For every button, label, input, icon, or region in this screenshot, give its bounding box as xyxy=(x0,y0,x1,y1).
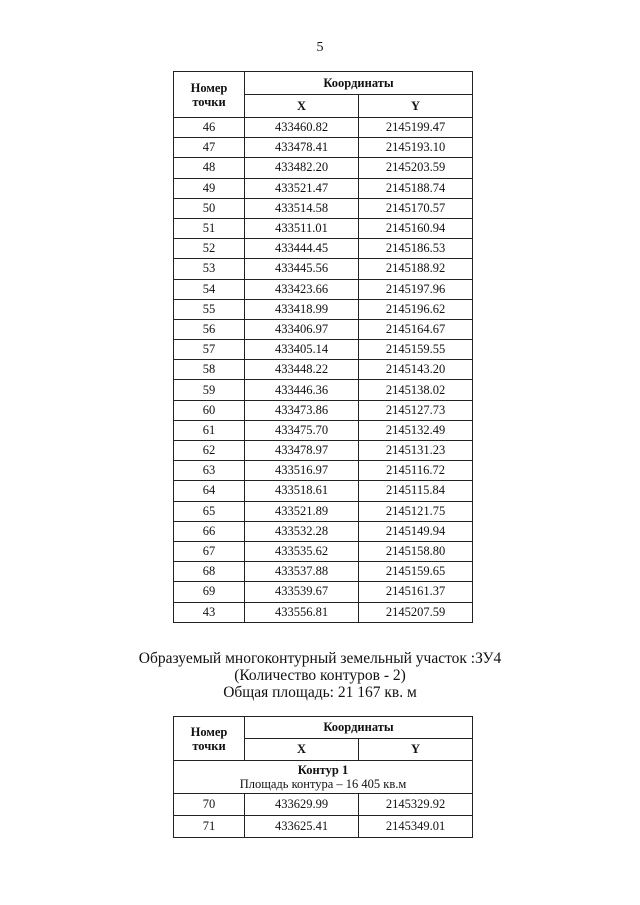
x-coordinate-cell: 433518.61 xyxy=(245,481,359,501)
point-number-cell: 52 xyxy=(174,239,245,259)
x-coordinate-cell: 433446.36 xyxy=(245,380,359,400)
x-coordinate-cell: 433445.56 xyxy=(245,259,359,279)
point-number-cell: 53 xyxy=(174,259,245,279)
x-coordinate-cell: 433532.28 xyxy=(245,521,359,541)
y-coordinate-cell: 2145196.62 xyxy=(359,299,473,319)
table-row xyxy=(174,178,473,198)
coordinates-header: Координаты xyxy=(245,717,473,739)
x-coordinate-cell: 433478.41 xyxy=(245,138,359,158)
y-coordinate-cell: 2145131.23 xyxy=(359,441,473,461)
coordinates-table-1 xyxy=(173,71,473,623)
table-row xyxy=(174,794,473,816)
page-number: 5 xyxy=(316,40,324,55)
point-number-cell: 48 xyxy=(174,158,245,178)
y-coordinate-cell: 2145158.80 xyxy=(359,541,473,561)
x-coordinate-cell: 433444.45 xyxy=(245,239,359,259)
point-number-cell: 60 xyxy=(174,400,245,420)
y-coordinate-cell: 2145115.84 xyxy=(359,481,473,501)
y-coordinate-cell: 2145160.94 xyxy=(359,218,473,238)
land-plot-heading xyxy=(0,650,640,701)
point-number-cell: 62 xyxy=(174,441,245,461)
table-row xyxy=(174,259,473,279)
point-number-cell: 56 xyxy=(174,319,245,339)
point-number-cell: 49 xyxy=(174,178,245,198)
x-coordinate-cell: 433535.62 xyxy=(245,541,359,561)
table-row xyxy=(174,239,473,259)
x-header: X xyxy=(245,95,359,118)
x-coordinate-cell: 433625.41 xyxy=(245,816,359,838)
y-header: Y xyxy=(359,739,473,761)
y-coordinate-cell: 2145116.72 xyxy=(359,461,473,481)
point-number-cell: 55 xyxy=(174,299,245,319)
table-row xyxy=(174,340,473,360)
contour-cell xyxy=(174,761,473,794)
table-row xyxy=(174,602,473,622)
x-coordinate-cell: 433460.82 xyxy=(245,118,359,138)
y-coordinate-cell: 2145143.20 xyxy=(359,360,473,380)
contour-count: (Количество контуров - 2) xyxy=(234,667,406,684)
y-coordinate-cell: 2145199.47 xyxy=(359,118,473,138)
x-coordinate-cell: 433406.97 xyxy=(245,319,359,339)
point-number-cell: 54 xyxy=(174,279,245,299)
x-coordinate-cell: 433556.81 xyxy=(245,602,359,622)
point-number-cell: 67 xyxy=(174,541,245,561)
point-number-cell: 47 xyxy=(174,138,245,158)
coordinates-table-2 xyxy=(173,716,473,838)
point-number-cell: 50 xyxy=(174,198,245,218)
x-coordinate-cell: 433629.99 xyxy=(245,794,359,816)
point-number-cell: 63 xyxy=(174,461,245,481)
y-coordinate-cell: 2145127.73 xyxy=(359,400,473,420)
land-plot-title: Образуемый многоконтурный земельный участок :ЗУ4 xyxy=(138,650,502,667)
table-row xyxy=(174,319,473,339)
y-coordinate-cell: 2145121.75 xyxy=(359,501,473,521)
point-number-cell: 58 xyxy=(174,360,245,380)
x-coordinate-cell: 433521.47 xyxy=(245,178,359,198)
x-coordinate-cell: 433511.01 xyxy=(245,218,359,238)
contour-title: Контур 1 xyxy=(297,763,349,777)
y-coordinate-cell: 2145159.65 xyxy=(359,562,473,582)
table-row xyxy=(174,501,473,521)
table-row xyxy=(174,299,473,319)
point-number-cell: 70 xyxy=(174,794,245,816)
x-coordinate-cell: 433537.88 xyxy=(245,562,359,582)
point-number-cell: 69 xyxy=(174,582,245,602)
x-coordinate-cell: 433514.58 xyxy=(245,198,359,218)
point-number-cell: 46 xyxy=(174,118,245,138)
table-row xyxy=(174,198,473,218)
x-coordinate-cell: 433405.14 xyxy=(245,340,359,360)
table-row xyxy=(174,562,473,582)
y-header: Y xyxy=(359,95,473,118)
x-coordinate-cell: 433448.22 xyxy=(245,360,359,380)
y-coordinate-cell: 2145193.10 xyxy=(359,138,473,158)
x-coordinate-cell: 433482.20 xyxy=(245,158,359,178)
point-number-cell: 57 xyxy=(174,340,245,360)
x-coordinate-cell: 433418.99 xyxy=(245,299,359,319)
table-row xyxy=(174,138,473,158)
table-row xyxy=(174,461,473,481)
table-row xyxy=(174,400,473,420)
table-row xyxy=(174,118,473,138)
point-number-cell: 65 xyxy=(174,501,245,521)
table-row xyxy=(174,360,473,380)
x-header: X xyxy=(245,739,359,761)
y-coordinate-cell: 2145207.59 xyxy=(359,602,473,622)
table-row xyxy=(174,441,473,461)
table-row xyxy=(174,521,473,541)
y-coordinate-cell: 2145149.94 xyxy=(359,521,473,541)
contour-area: Площадь контура – 16 405 кв.м xyxy=(239,777,407,791)
table-row xyxy=(174,481,473,501)
x-coordinate-cell: 433475.70 xyxy=(245,420,359,440)
point-number-cell: 71 xyxy=(174,816,245,838)
table-row xyxy=(174,420,473,440)
point-number-cell: 59 xyxy=(174,380,245,400)
y-coordinate-cell: 2145188.92 xyxy=(359,259,473,279)
y-coordinate-cell: 2145188.74 xyxy=(359,178,473,198)
table-row xyxy=(174,380,473,400)
point-number-header: Номер точки xyxy=(174,72,245,118)
y-coordinate-cell: 2145203.59 xyxy=(359,158,473,178)
table-row xyxy=(174,816,473,838)
x-coordinate-cell: 433516.97 xyxy=(245,461,359,481)
point-number-cell: 66 xyxy=(174,521,245,541)
point-number-cell: 64 xyxy=(174,481,245,501)
y-coordinate-cell: 2145197.96 xyxy=(359,279,473,299)
y-coordinate-cell: 2145164.67 xyxy=(359,319,473,339)
table-row xyxy=(174,158,473,178)
table-row xyxy=(174,582,473,602)
total-area: Общая площадь: 21 167 кв. м xyxy=(223,684,417,701)
point-number-cell: 43 xyxy=(174,602,245,622)
y-coordinate-cell: 2145138.02 xyxy=(359,380,473,400)
contour-row xyxy=(174,761,473,794)
coordinates-header: Координаты xyxy=(245,72,473,95)
x-coordinate-cell: 433473.86 xyxy=(245,400,359,420)
y-coordinate-cell: 2145159.55 xyxy=(359,340,473,360)
y-coordinate-cell: 2145329.92 xyxy=(359,794,473,816)
x-coordinate-cell: 433539.67 xyxy=(245,582,359,602)
table-row xyxy=(174,218,473,238)
y-coordinate-cell: 2145170.57 xyxy=(359,198,473,218)
point-number-header: Номер точки xyxy=(174,717,245,761)
x-coordinate-cell: 433423.66 xyxy=(245,279,359,299)
x-coordinate-cell: 433521.89 xyxy=(245,501,359,521)
table-row xyxy=(174,279,473,299)
point-number-cell: 51 xyxy=(174,218,245,238)
y-coordinate-cell: 2145186.53 xyxy=(359,239,473,259)
point-number-cell: 68 xyxy=(174,562,245,582)
point-number-cell: 61 xyxy=(174,420,245,440)
x-coordinate-cell: 433478.97 xyxy=(245,441,359,461)
y-coordinate-cell: 2145161.37 xyxy=(359,582,473,602)
y-coordinate-cell: 2145349.01 xyxy=(359,816,473,838)
table-row xyxy=(174,541,473,561)
y-coordinate-cell: 2145132.49 xyxy=(359,420,473,440)
